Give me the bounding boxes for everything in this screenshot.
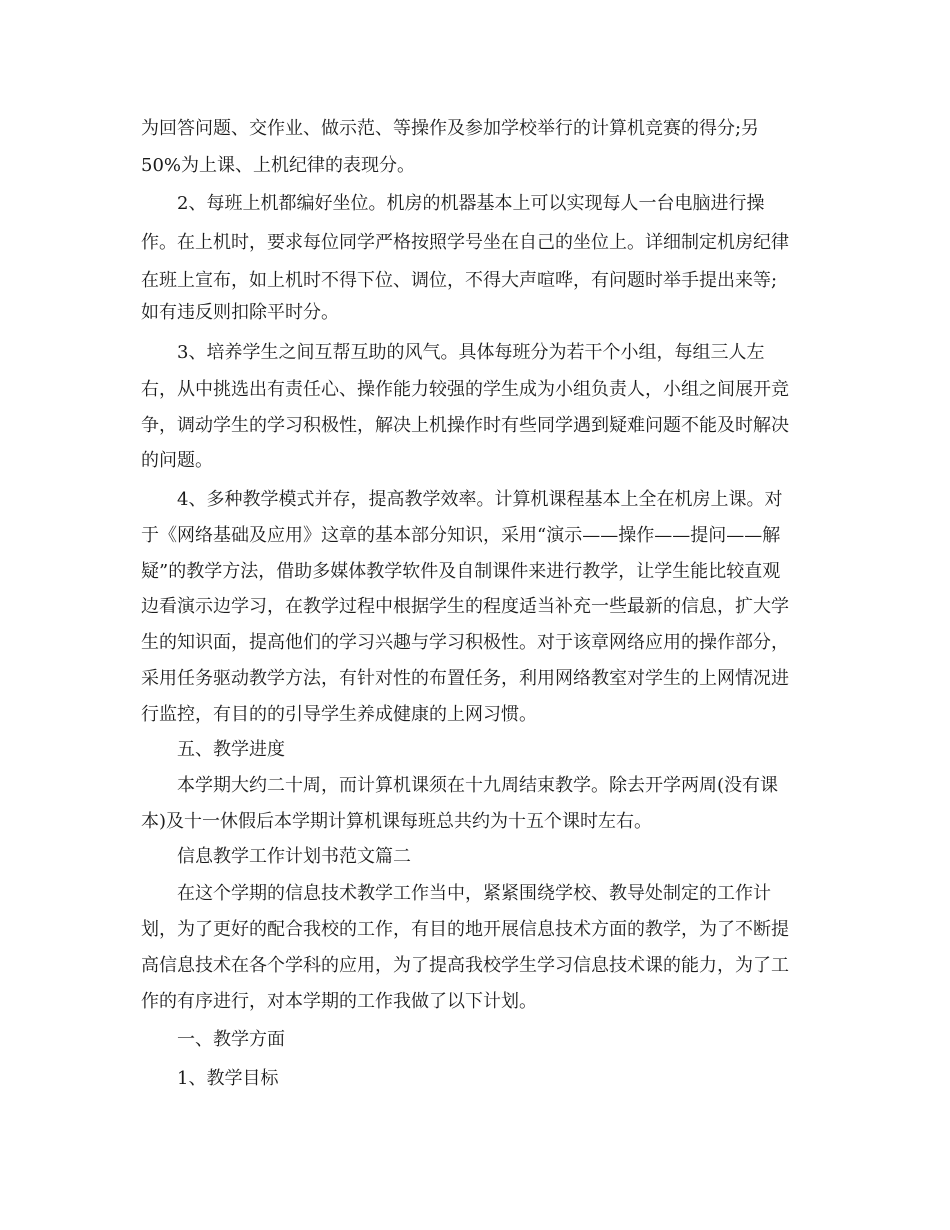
paragraph-start-line: 2、每班上机都编好坐位。机房的机器基本上可以实现每人一台电脑进行操 xyxy=(177,193,765,214)
text-line: 采用任务驱动教学方法，有针对性的布置任务，利用网络教室对学生的上网情况进 xyxy=(141,668,789,689)
text-line: 作。在上机时，要求每位同学严格按照学号坐在自己的坐位上。详细制定机房纪律 xyxy=(141,232,789,253)
paragraph-start-line: 在这个学期的信息技术教学工作当中，紧紧围绕学校、教导处制定的工作计 xyxy=(177,883,771,904)
text-line: 作的有序进行，对本学期的工作我做了以下计划。 xyxy=(141,991,537,1012)
paragraph-start-line: 3、培养学生之间互帮互助的风气。具体每班分为若干个小组，每组三人左 xyxy=(177,342,765,363)
section-heading: 五、教学进度 xyxy=(177,739,285,760)
text-line: 于《网络基础及应用》这章的基本部分知识，采用“演示——操作——提问——解 xyxy=(141,525,781,546)
text-line: 在班上宣布，如上机时不得下位、调位，不得大声喧哗，有问题时举手提出来等; xyxy=(141,270,778,291)
text-line: 本)及十一休假后本学期计算机课每班总共约为十五个课时左右。 xyxy=(141,811,653,832)
text-line: 边看演示边学习，在教学过程中根据学生的程度适当补充一些最新的信息，扩大学 xyxy=(141,596,789,617)
text-line: 疑”的教学方法，借助多媒体教学软件及自制课件来进行教学，让学生能比较直观 xyxy=(141,561,781,582)
text-line: 的问题。 xyxy=(141,450,213,471)
text-line: 争，调动学生的学习积极性，解决上机操作时有些同学遇到疑难问题不能及时解决 xyxy=(141,415,789,436)
text-line: 如有违反则扣除平时分。 xyxy=(141,302,339,323)
text-line: 高信息技术在各个学科的应用，为了提高我校学生学习信息技术课的能力，为了工 xyxy=(141,955,789,976)
text-line: 为回答问题、交作业、做示范、等操作及参加学校举行的计算机竞赛的得分;另 xyxy=(141,118,760,139)
paragraph-start-line: 本学期大约二十周，而计算机课须在十九周结束教学。除去开学两周(没有课 xyxy=(177,775,779,796)
text-line: 生的知识面，提高他们的学习兴趣与学习积极性。对于该章网络应用的操作部分， xyxy=(141,632,789,653)
text-line: 50%为上课、上机纪律的表现分。 xyxy=(141,155,416,176)
paragraph-start-line: 4、多种教学模式并存，提高教学效率。计算机课程基本上全在机房上课。对 xyxy=(177,489,783,510)
text-line: 右，从中挑选出有责任心、操作能力较强的学生成为小组负责人，小组之间展开竞 xyxy=(141,379,789,400)
text-line: 划，为了更好的配合我校的工作，有目的地开展信息技术方面的教学，为了不断提 xyxy=(141,919,789,940)
section-heading: 一、教学方面 xyxy=(177,1029,285,1050)
text-line: 行监控，有目的的引导学生养成健康的上网习惯。 xyxy=(141,704,537,725)
section-heading: 1、教学目标 xyxy=(177,1068,279,1089)
section-heading: 信息教学工作计划书范文篇二 xyxy=(177,846,411,867)
